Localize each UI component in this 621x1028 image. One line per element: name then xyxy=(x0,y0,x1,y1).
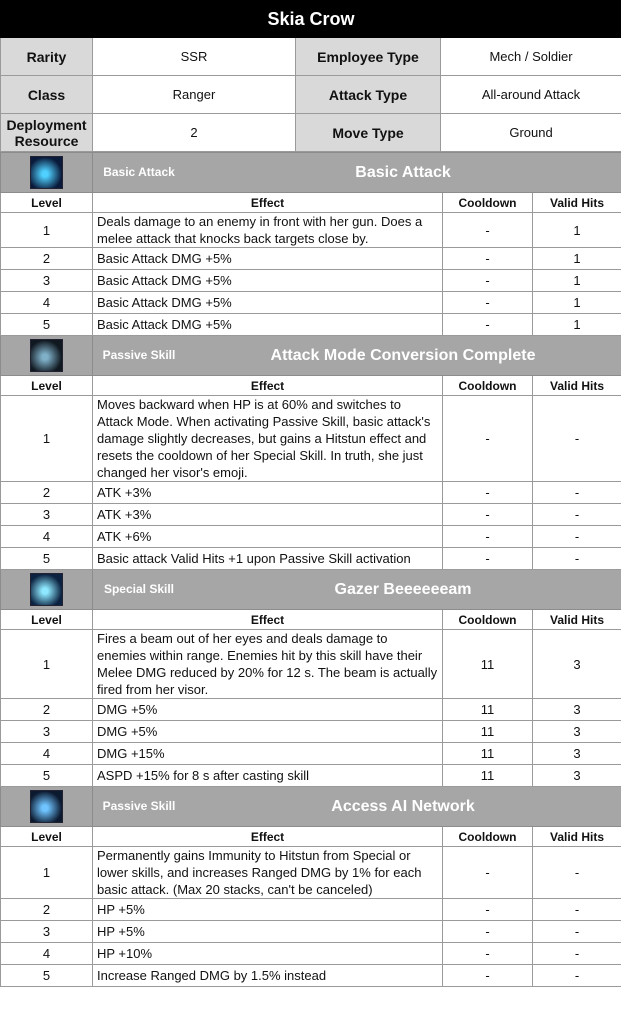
cooldown-cell: - xyxy=(443,548,533,570)
skill-header-2 xyxy=(1,336,621,376)
level-row xyxy=(1,292,621,314)
cooldown-cell: - xyxy=(443,847,533,899)
level-cell: 2 xyxy=(1,899,93,921)
attack-type-label: Attack Type xyxy=(296,76,441,114)
effect-cell: Basic Attack DMG +5% xyxy=(93,248,443,270)
level-row xyxy=(1,314,621,336)
effect-cell: HP +5% xyxy=(93,921,443,943)
skill-title-cell xyxy=(93,787,621,827)
cooldown-cell: - xyxy=(443,899,533,921)
skill-type: Passive Skill xyxy=(102,799,176,813)
cooldown-cell: - xyxy=(443,526,533,548)
character-table xyxy=(0,0,621,152)
cooldown-cell: 11 xyxy=(443,699,533,721)
cooldown-cell: - xyxy=(443,965,533,987)
effect-cell: DMG +5% xyxy=(93,699,443,721)
effect-cell: ATK +3% xyxy=(93,482,443,504)
effect-cell: HP +5% xyxy=(93,899,443,921)
level-cell: 3 xyxy=(1,504,93,526)
level-cell: 1 xyxy=(1,396,93,482)
passive-skill-2-icon xyxy=(30,790,63,823)
cooldown-cell: - xyxy=(443,504,533,526)
valid-hits-cell: - xyxy=(533,482,621,504)
attack-type-value: All-around Attack xyxy=(441,76,621,114)
cooldown-cell: - xyxy=(443,213,533,248)
title-row xyxy=(1,1,621,38)
level-row xyxy=(1,699,621,721)
level-row xyxy=(1,248,621,270)
level-cell: 2 xyxy=(1,248,93,270)
move-type-label: Move Type xyxy=(296,114,441,152)
level-cell: 1 xyxy=(1,847,93,899)
valid-hits-cell: 3 xyxy=(533,699,621,721)
column-header-row xyxy=(1,193,621,213)
level-row xyxy=(1,965,621,987)
skills-table xyxy=(0,152,621,987)
level-row xyxy=(1,548,621,570)
effect-cell: Increase Ranged DMG by 1.5% instead xyxy=(93,965,443,987)
valid-hits-cell: 1 xyxy=(533,292,621,314)
cooldown-cell: - xyxy=(443,314,533,336)
level-cell: 4 xyxy=(1,526,93,548)
valid-hits-header: Valid Hits xyxy=(533,376,621,396)
skill-icon-cell xyxy=(1,787,93,827)
effect-header: Effect xyxy=(93,376,443,396)
valid-hits-cell: - xyxy=(533,899,621,921)
cooldown-cell: - xyxy=(443,270,533,292)
level-cell: 3 xyxy=(1,921,93,943)
level-cell: 5 xyxy=(1,314,93,336)
level-row xyxy=(1,396,621,482)
level-row xyxy=(1,743,621,765)
deployment-label: Deployment Resource xyxy=(1,114,93,152)
skill-name: Gazer Beeeeeeam xyxy=(334,581,472,598)
level-cell: 2 xyxy=(1,699,93,721)
valid-hits-cell: - xyxy=(533,921,621,943)
valid-hits-header: Valid Hits xyxy=(533,610,621,630)
cooldown-cell: - xyxy=(443,396,533,482)
valid-hits-cell: 1 xyxy=(533,213,621,248)
effect-header: Effect xyxy=(93,193,443,213)
skill-name: Access AI Network xyxy=(331,798,475,815)
valid-hits-cell: - xyxy=(533,526,621,548)
info-row-deployment xyxy=(1,114,621,152)
column-header-row xyxy=(1,376,621,396)
skill-header-4 xyxy=(1,787,621,827)
effect-header: Effect xyxy=(93,610,443,630)
effect-cell: Basic attack Valid Hits +1 upon Passive Skill activation xyxy=(93,548,443,570)
valid-hits-cell: 3 xyxy=(533,743,621,765)
level-cell: 2 xyxy=(1,482,93,504)
employee-type-label: Employee Type xyxy=(296,38,441,76)
employee-type-value: Mech / Soldier xyxy=(441,38,621,76)
level-row xyxy=(1,213,621,248)
effect-cell: DMG +15% xyxy=(93,743,443,765)
effect-cell: Fires a beam out of her eyes and deals damage to enemies within range. Enemies hit by this skill have their Melee DMG reduced by 20% for 12 s. The beam is actually fired from her visor. xyxy=(93,630,443,699)
level-header: Level xyxy=(1,193,93,213)
valid-hits-cell: 3 xyxy=(533,765,621,787)
effect-cell: DMG +5% xyxy=(93,721,443,743)
valid-hits-cell: - xyxy=(533,965,621,987)
level-cell: 4 xyxy=(1,943,93,965)
column-header-row xyxy=(1,827,621,847)
effect-cell: ATK +3% xyxy=(93,504,443,526)
cooldown-cell: - xyxy=(443,921,533,943)
level-cell: 5 xyxy=(1,965,93,987)
skill-icon-cell xyxy=(1,570,93,610)
cooldown-cell: - xyxy=(443,248,533,270)
level-cell: 5 xyxy=(1,548,93,570)
level-row xyxy=(1,721,621,743)
level-cell: 4 xyxy=(1,743,93,765)
column-header-row xyxy=(1,610,621,630)
cooldown-header: Cooldown xyxy=(443,193,533,213)
level-cell: 4 xyxy=(1,292,93,314)
info-row-class xyxy=(1,76,621,114)
skill-title-cell xyxy=(93,336,621,376)
cooldown-cell: 11 xyxy=(443,721,533,743)
valid-hits-cell: 1 xyxy=(533,248,621,270)
cooldown-header: Cooldown xyxy=(443,610,533,630)
effect-cell: Moves backward when HP is at 60% and switches to Attack Mode. When activating Passive Skill, basic attack's damage slightly decreases, but gains a Hitstun effect and resets the cooldown of her Special Skill. In truth, she just changed her visor's emoji. xyxy=(93,396,443,482)
level-cell: 1 xyxy=(1,630,93,699)
level-row xyxy=(1,899,621,921)
class-label: Class xyxy=(1,76,93,114)
cooldown-cell: 11 xyxy=(443,630,533,699)
valid-hits-cell: - xyxy=(533,396,621,482)
level-row xyxy=(1,921,621,943)
info-row-rarity xyxy=(1,38,621,76)
cooldown-cell: - xyxy=(443,943,533,965)
valid-hits-cell: - xyxy=(533,943,621,965)
skill-name: Attack Mode Conversion Complete xyxy=(270,347,536,364)
deployment-value: 2 xyxy=(93,114,296,152)
level-cell: 1 xyxy=(1,213,93,248)
level-header: Level xyxy=(1,827,93,847)
level-row xyxy=(1,630,621,699)
cooldown-cell: 11 xyxy=(443,765,533,787)
effect-cell: HP +10% xyxy=(93,943,443,965)
skill-header-1 xyxy=(1,153,621,193)
valid-hits-cell: 1 xyxy=(533,270,621,292)
class-value: Ranger xyxy=(93,76,296,114)
level-cell: 3 xyxy=(1,270,93,292)
level-row xyxy=(1,504,621,526)
valid-hits-cell: - xyxy=(533,847,621,899)
level-cell: 5 xyxy=(1,765,93,787)
valid-hits-cell: 1 xyxy=(533,314,621,336)
level-row xyxy=(1,270,621,292)
rarity-label: Rarity xyxy=(1,38,93,76)
valid-hits-cell: - xyxy=(533,548,621,570)
rarity-value: SSR xyxy=(93,38,296,76)
basic-attack-icon xyxy=(30,156,63,189)
character-name: Skia Crow xyxy=(1,1,621,38)
cooldown-cell: 11 xyxy=(443,743,533,765)
skill-type: Special Skill xyxy=(103,582,175,596)
level-cell: 3 xyxy=(1,721,93,743)
skill-icon-cell xyxy=(1,153,93,193)
passive-skill-icon xyxy=(30,339,63,372)
valid-hits-header: Valid Hits xyxy=(533,193,621,213)
skill-header-3 xyxy=(1,570,621,610)
valid-hits-cell: 3 xyxy=(533,721,621,743)
level-row xyxy=(1,526,621,548)
effect-cell: Deals damage to an enemy in front with her gun. Does a melee attack that knocks back targets close by. xyxy=(93,213,443,248)
level-row xyxy=(1,943,621,965)
level-header: Level xyxy=(1,376,93,396)
effect-cell: Basic Attack DMG +5% xyxy=(93,292,443,314)
level-row xyxy=(1,765,621,787)
effect-cell: ATK +6% xyxy=(93,526,443,548)
skill-title-cell xyxy=(93,570,621,610)
cooldown-cell: - xyxy=(443,292,533,314)
level-row xyxy=(1,847,621,899)
move-type-value: Ground xyxy=(441,114,621,152)
effect-header: Effect xyxy=(93,827,443,847)
skill-icon-cell xyxy=(1,336,93,376)
valid-hits-cell: 3 xyxy=(533,630,621,699)
cooldown-header: Cooldown xyxy=(443,827,533,847)
cooldown-cell: - xyxy=(443,482,533,504)
effect-cell: Basic Attack DMG +5% xyxy=(93,270,443,292)
skill-name: Basic Attack xyxy=(355,164,451,181)
skill-type: Basic Attack xyxy=(103,165,175,179)
skill-type: Passive Skill xyxy=(102,348,176,362)
valid-hits-cell: - xyxy=(533,504,621,526)
effect-cell: ASPD +15% for 8 s after casting skill xyxy=(93,765,443,787)
cooldown-header: Cooldown xyxy=(443,376,533,396)
skill-title-cell xyxy=(93,153,621,193)
level-header: Level xyxy=(1,610,93,630)
special-skill-icon xyxy=(30,573,63,606)
effect-cell: Basic Attack DMG +5% xyxy=(93,314,443,336)
valid-hits-header: Valid Hits xyxy=(533,827,621,847)
level-row xyxy=(1,482,621,504)
effect-cell: Permanently gains Immunity to Hitstun from Special or lower skills, and increases Ranged DMG by 1% for each basic attack. (Max 20 stacks, can't be canceled) xyxy=(93,847,443,899)
